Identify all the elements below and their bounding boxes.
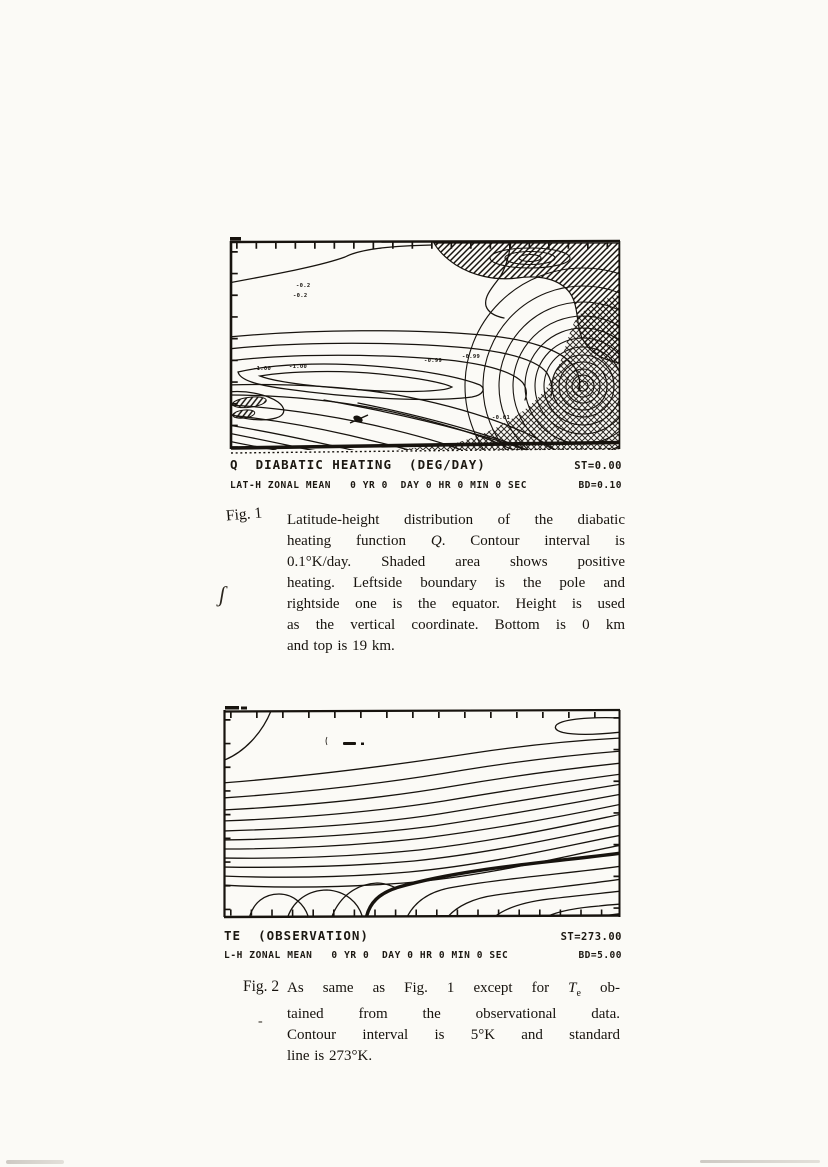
contour-label: -1.00 [253, 366, 272, 372]
fig1-st-value: ST=0.00 [574, 460, 622, 472]
caption-segment: ob- [580, 980, 620, 996]
fig2-corner-mark [225, 706, 247, 710]
fig1-corner-mark [230, 237, 241, 241]
fig1-header-line1 [230, 457, 622, 472]
fig1-plot-area [228, 237, 622, 456]
var-Q: Q [430, 533, 442, 549]
fig2-standard-line-273k [366, 853, 622, 919]
fig2-header-line2 [224, 950, 622, 961]
caption-line [287, 978, 620, 1004]
caption-segment: . Contour interval is [441, 533, 625, 549]
fig2-plot-area [222, 705, 622, 921]
var-Te-subscript: e [576, 988, 581, 999]
fig2-contour-label-mark [326, 737, 364, 745]
fig1-subtitle: LAT-H ZONAL MEAN 0 YR 0 DAY 0 HR 0 MIN 0 SEC [230, 480, 528, 491]
fig1-contour-plot [228, 237, 622, 456]
fig2-axes [224, 706, 620, 917]
fig2-caption-label: Fig. 2 [243, 978, 280, 995]
fig2-subtitle: L-H ZONAL MEAN 0 YR 0 DAY 0 HR 0 MIN 0 SEC [224, 950, 509, 961]
fig2-title: TE (OBSERVATION) [224, 928, 369, 943]
fig1-bd-value: BD=0.10 [578, 480, 622, 491]
scan-smudge [6, 1160, 64, 1164]
fig1-caption-label: Fig. 1 [225, 504, 263, 525]
caption-line: heating. Leftside boundary is the pole and [287, 575, 625, 591]
caption-line: 0.1°K/day. Shaded area shows positive [287, 554, 625, 570]
contour-label: -1.00 [289, 364, 308, 370]
fig2-st-value: ST=273.00 [560, 931, 622, 943]
caption-line: as the vertical coordinate. Bottom is 0 km [287, 617, 625, 633]
caption-line: Latitude-height distribution of the diabatic [287, 512, 625, 528]
contour-label: -0.2 [293, 293, 308, 299]
fig1-title: Q DIABATIC HEATING (DEG/DAY) [230, 457, 486, 472]
caption-line: tained from the observational data. [287, 1006, 620, 1022]
fig2-bd-value: BD=5.00 [578, 950, 622, 961]
fig2-contour-plot [222, 705, 622, 921]
caption-segment: As same as Fig. 1 except for [287, 980, 569, 996]
var-Te: T [568, 980, 577, 996]
caption-line: Contour interval is 5°K and standard [287, 1027, 620, 1043]
fig1-header-line2 [230, 480, 622, 491]
caption-segment: heating function [287, 533, 431, 549]
caption-line [287, 531, 625, 552]
contour-label: -0.2 [296, 283, 311, 289]
scan-smudge [700, 1160, 820, 1163]
caption-line: and top is 19 km. [287, 638, 395, 654]
fig2-header-line1 [224, 928, 622, 943]
fig1-caption-text [287, 510, 625, 657]
caption-line: line is 273°K. [287, 1048, 373, 1064]
fig1-ink-blob [350, 414, 368, 424]
fig2-contour-lines [222, 711, 622, 919]
caption-line: rightside one is the equator. Height is used [287, 596, 625, 612]
stray-pen-mark: ʃ [219, 582, 226, 607]
contour-label: -0.99 [462, 354, 481, 360]
margin-dash-mark: - [258, 1014, 263, 1029]
fig2-caption-text [287, 978, 620, 1067]
contour-label: -0.99 [424, 358, 443, 364]
contour-label: -0.01 [492, 415, 511, 421]
